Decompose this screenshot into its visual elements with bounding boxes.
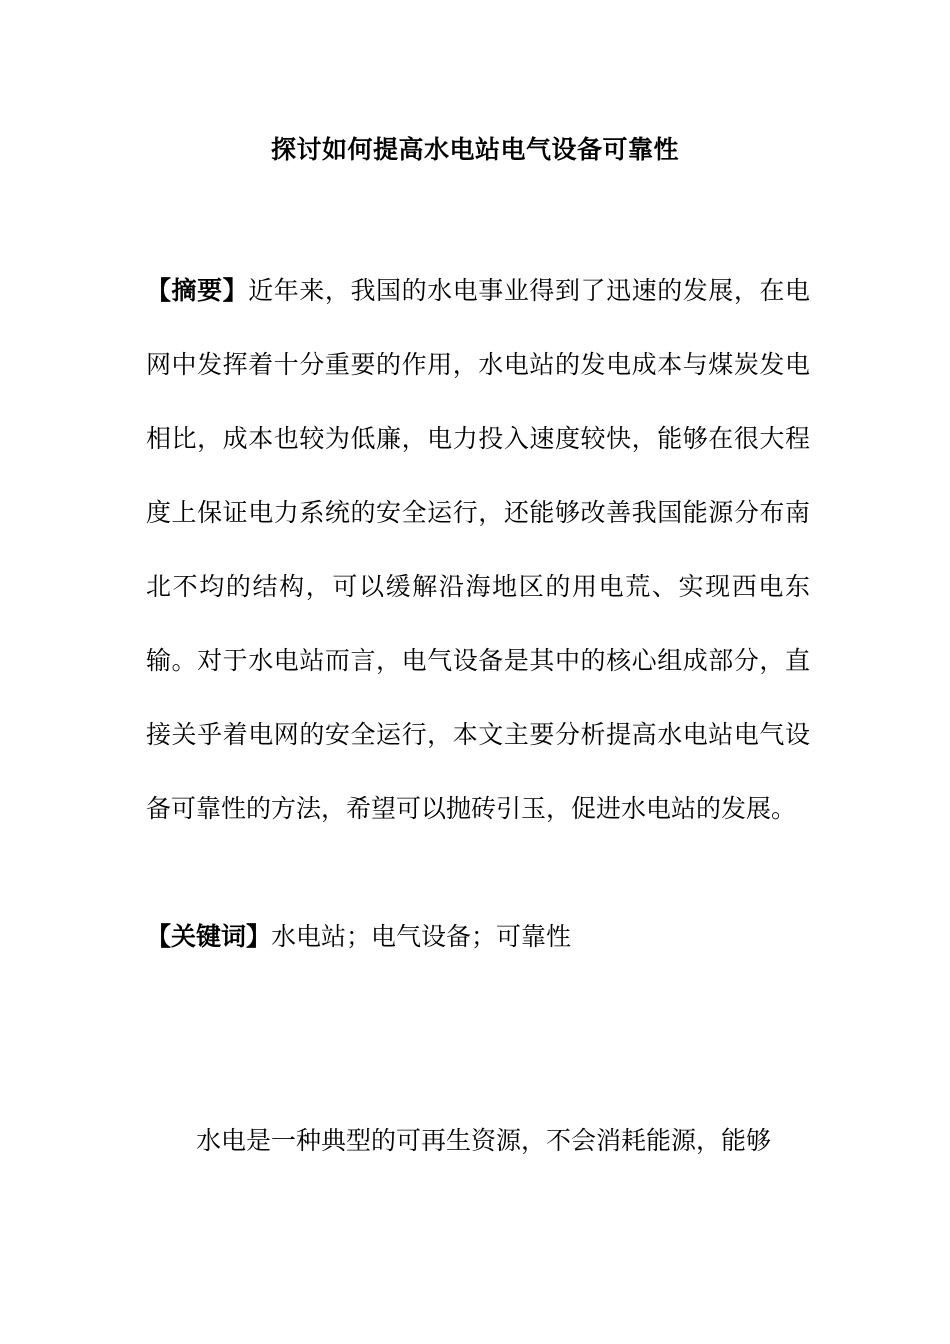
abstract-text: 近年来，我国的水电事业得到了迅速的发展，在电网中发挥着十分重要的作用，水电站的发电成本与煤炭发电相比，成本也较为低廉，电力投入速度较快，能够在很大程度上保证电力系统的安全运行，还能够改善我国能源分布南北不均的结构，可以缓解沿海地区的用电荒、实现西电东输。对于水电站而言，电气设备是其中的核心组成部分，直接关乎着电网的安全运行，本文主要分析提高水电站电气设备可靠性的方法，希望可以抛砖引玉，促进水电站的发展。 <box>146 276 810 823</box>
body-paragraph: 水电是一种典型的可再生资源，不会消耗能源，能够 <box>196 1126 772 1155</box>
keywords-text: 水电站；电气设备；可靠性 <box>271 922 572 951</box>
abstract-label: 【摘要】 <box>146 276 249 305</box>
keywords-label: 【关键词】 <box>146 922 272 951</box>
document-title: 探讨如何提高水电站电气设备可靠性 <box>270 135 679 164</box>
keywords-line <box>146 912 810 962</box>
abstract-paragraph <box>146 254 810 846</box>
